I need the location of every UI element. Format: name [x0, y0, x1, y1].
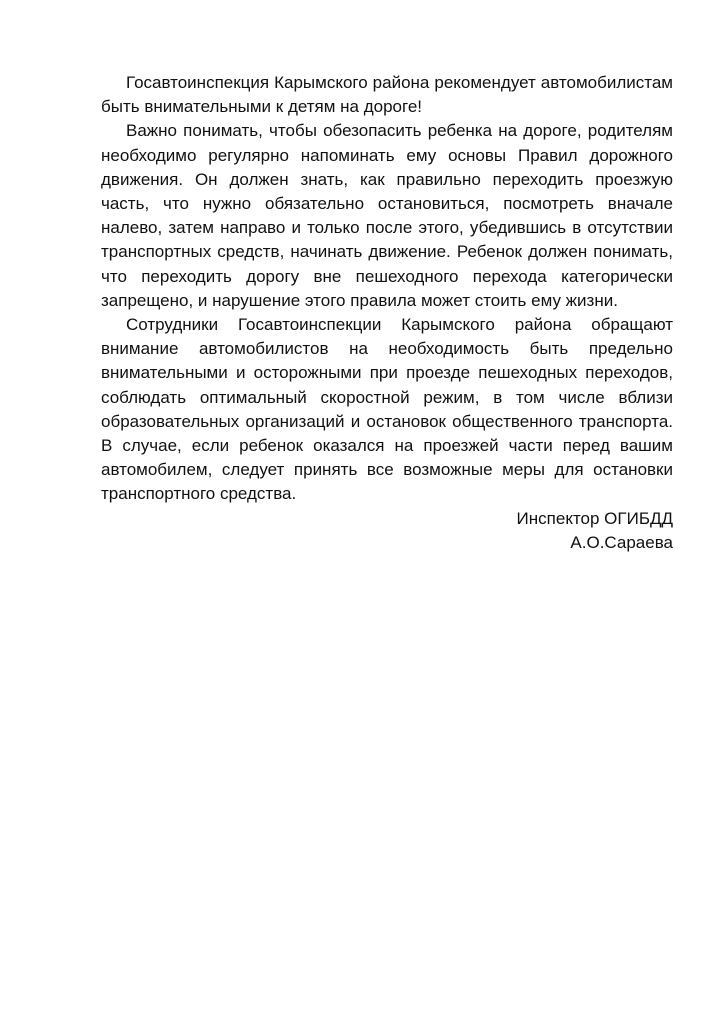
paragraph-driver-advice: Сотрудники Госавтоинспекции Карымского района обращают внимание автомобилистов на необходимость быть предельно внимательными и осторожными при проезде пешеходных переходов, соблюдать оптимальный скоростной режим, в том числе вблизи образовательных организаций и остановок общественного транспорта. В случае, если ребенок оказался на проезжей части перед вашим автомобилем, следует принять все возможные меры для остановки транспортного средства. [101, 315, 673, 504]
signature-position: Инспектор ОГИБДД [516, 508, 673, 528]
document-body [101, 71, 673, 555]
signature-name: А.О.Сараева [570, 532, 673, 552]
paragraph-parents-advice: Важно понимать, чтобы обезопасить ребенка на дороге, родителям необходимо регулярно напоминать ему основы Правил дорожного движения. Он должен знать, как правильно переходить проезжую часть, что нужно обязательно остановиться, посмотреть вначале налево, затем направо и только после этого, убедившись в отсутствии транспортных средств, начинать движение. Ребенок должен понимать, что переходить дорогу вне пешеходного перехода категорически запрещено, и нарушение этого правила может стоить ему жизни. [101, 121, 673, 310]
paragraph-recommendation: Госавтоинспекция Карымского района рекомендует автомобилистам быть внимательными к детям на дороге! [101, 73, 673, 117]
